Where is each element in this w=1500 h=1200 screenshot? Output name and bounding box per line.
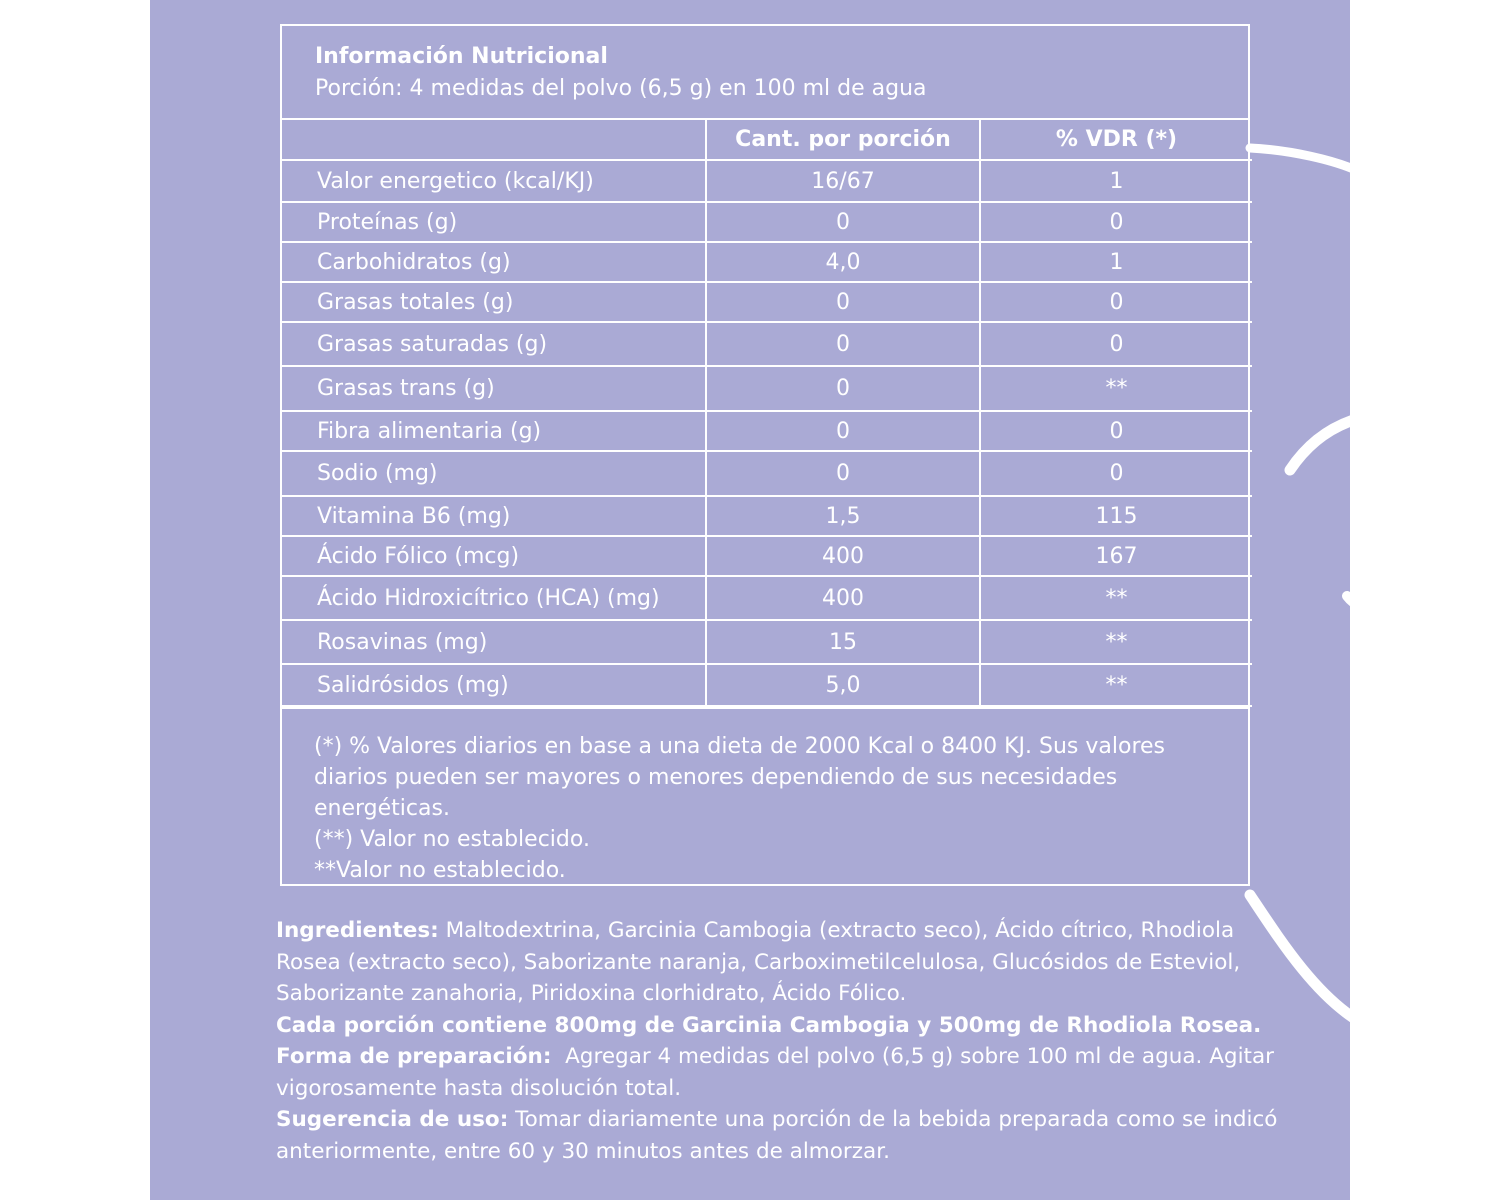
preparation-label: Forma de preparación: [276, 1044, 552, 1069]
usage-label: Sugerencia de uso: [276, 1107, 509, 1132]
nutrition-table [282, 120, 1252, 707]
column-header-vdr: % VDR (*) [980, 120, 1252, 160]
nutrient-name: Valor energetico (kcal/KJ) [282, 160, 706, 202]
nutrient-name: Ácido Hidroxicítrico (HCA) (mg) [282, 576, 706, 620]
nutrition-title: Información Nutricional [315, 44, 608, 69]
nutrient-amount: 0 [706, 202, 980, 242]
nutrition-portion: Porción: 4 medidas del polvo (6,5 g) en 100 ml de agua [315, 76, 927, 101]
nutrient-amount: 16/67 [706, 160, 980, 202]
portion-statement [276, 1010, 1286, 1042]
portion-statement-text: Cada porción contiene 800mg de Garcinia Cambogia y 500mg de Rhodiola Rosea. [276, 1012, 1262, 1038]
nutrient-name: Salidrósidos (mg) [282, 664, 706, 706]
label-panel [150, 0, 1350, 1200]
nutrient-amount: 4,0 [706, 242, 980, 282]
table-row [282, 160, 1252, 202]
nutrient-vdr: 1 [980, 242, 1252, 282]
nutrient-amount: 400 [706, 536, 980, 576]
nutrient-name: Grasas totales (g) [282, 282, 706, 322]
table-row [282, 366, 1252, 411]
nutrient-vdr: 115 [980, 496, 1252, 536]
nutrition-header [282, 26, 1248, 120]
nutrient-vdr: 0 [980, 411, 1252, 451]
nutrient-vdr: ** [980, 576, 1252, 620]
table-row [282, 536, 1252, 576]
footnote-daily-values: (*) % Valores diarios en base a una dieta de 2000 Kcal o 8400 KJ. Sus valores diarios pueden ser mayores o menores dependiendo de sus necesidades energéticas. [314, 734, 1166, 821]
nutrition-facts-box [280, 24, 1250, 886]
nutrition-footnotes [282, 707, 1248, 886]
table-row [282, 242, 1252, 282]
footnote-not-established: (**) Valor no establecido. [314, 827, 590, 852]
nutrient-name: Vitamina B6 (mg) [282, 496, 706, 536]
nutrient-amount: 0 [706, 451, 980, 496]
table-row [282, 496, 1252, 536]
table-row [282, 451, 1252, 496]
ingredients-paragraph [276, 915, 1286, 1010]
nutrient-vdr: 1 [980, 160, 1252, 202]
nutrient-amount: 0 [706, 322, 980, 366]
table-row [282, 576, 1252, 620]
decorative-curve-top [1250, 148, 1350, 172]
nutrient-name: Fibra alimentaria (g) [282, 411, 706, 451]
decorative-curve-middle [1290, 418, 1350, 470]
nutrient-vdr: ** [980, 664, 1252, 706]
nutrient-vdr: ** [980, 620, 1252, 664]
nutrient-vdr: 0 [980, 282, 1252, 322]
nutrient-vdr: ** [980, 366, 1252, 411]
nutrient-name: Rosavinas (mg) [282, 620, 706, 664]
nutrient-amount: 0 [706, 366, 980, 411]
nutrient-amount: 5,0 [706, 664, 980, 706]
nutrient-vdr: 0 [980, 451, 1252, 496]
column-header-amount: Cant. por porción [706, 120, 980, 160]
preparation-text: Agregar 4 medidas del polvo (6,5 g) sobre 100 ml de agua. Agitar vigorosamente hasta disolución total. [276, 1044, 1281, 1101]
table-row [282, 322, 1252, 366]
ingredients-label: Ingredientes: [276, 918, 439, 943]
table-row [282, 620, 1252, 664]
nutrient-name: Proteínas (g) [282, 202, 706, 242]
nutrient-name: Sodio (mg) [282, 451, 706, 496]
nutrient-amount: 15 [706, 620, 980, 664]
ingredients-section [276, 915, 1286, 1167]
nutrient-vdr: 167 [980, 536, 1252, 576]
nutrient-amount: 0 [706, 282, 980, 322]
usage-text: Tomar diariamente una porción de la bebida preparada como se indicó anteriormente, entre 60 y 30 minutos antes de almorzar. [276, 1107, 1278, 1164]
column-header-nutrient [282, 120, 706, 160]
nutrient-amount: 1,5 [706, 496, 980, 536]
nutrient-vdr: 0 [980, 322, 1252, 366]
table-row [282, 411, 1252, 451]
decorative-curve-dot [1347, 596, 1350, 606]
footnote-not-established-alt: **Valor no establecido. [314, 858, 566, 883]
table-row [282, 664, 1252, 706]
table-row [282, 282, 1252, 322]
nutrient-name: Carbohidratos (g) [282, 242, 706, 282]
table-row [282, 202, 1252, 242]
nutrient-amount: 400 [706, 576, 980, 620]
nutrient-name: Ácido Fólico (mcg) [282, 536, 706, 576]
preparation-paragraph [276, 1041, 1286, 1104]
table-header-row [282, 120, 1252, 160]
ingredients-text: Maltodextrina, Garcinia Cambogia (extracto seco), Ácido cítrico, Rhodiola Rosea (extracto seco), Saborizante naranja, Carboximetilcelulosa, Glucósidos de Esteviol, Saborizante zanahoria, Piridoxina clorhidrato, Ácido Fólico. [276, 918, 1241, 1006]
nutrient-name: Grasas trans (g) [282, 366, 706, 411]
usage-paragraph [276, 1104, 1286, 1167]
nutrient-amount: 0 [706, 411, 980, 451]
nutrient-name: Grasas saturadas (g) [282, 322, 706, 366]
nutrient-vdr: 0 [980, 202, 1252, 242]
